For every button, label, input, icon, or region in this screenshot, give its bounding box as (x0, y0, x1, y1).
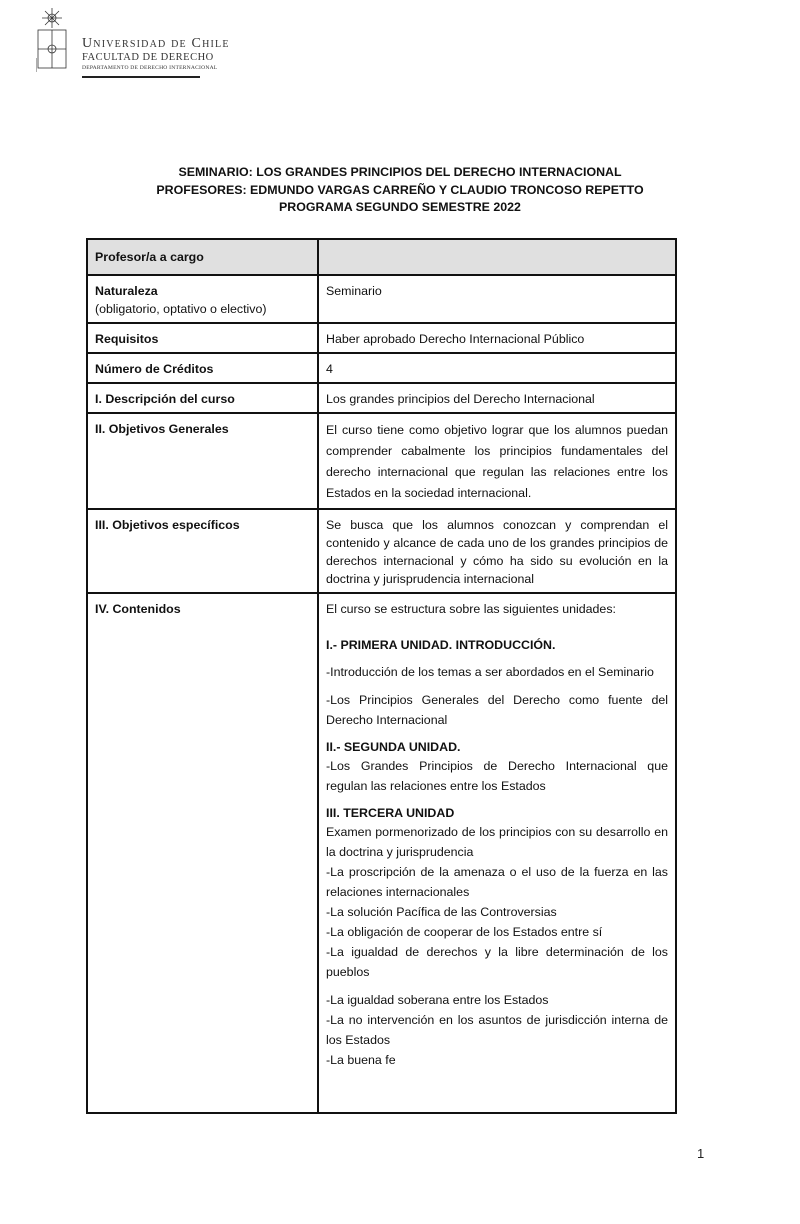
row-value: Haber aprobado Derecho Internacional Público (318, 323, 676, 353)
unit-1-title: I.- PRIMERA UNIDAD. INTRODUCCIÓN. (326, 638, 556, 652)
program-table (86, 238, 677, 1114)
row-label (87, 275, 318, 323)
label-subtext: (obligatorio, optativo o electivo) (95, 302, 267, 316)
row-label: IV. Contenidos (87, 593, 318, 1113)
contenidos-intro: El curso se estructura sobre las siguientes unidades: (326, 602, 616, 616)
row-value: El curso tiene como objetivo lograr que los alumnos puedan comprender cabalmente los principios fundamentales del derecho internacional que regulan las relaciones entre los Estados en la sociedad internacional. (318, 413, 676, 509)
institution-name: Universidad de Chile (82, 36, 230, 51)
university-crest-icon (36, 8, 76, 72)
row-label: I. Descripción del curso (87, 383, 318, 413)
faculty-name: FACULTAD DE DERECHO (82, 52, 214, 63)
table-row (87, 413, 676, 509)
unit-3-item: -La obligación de cooperar de los Estados entre sí (326, 925, 603, 939)
unit-1-item: -Introducción de los temas a ser abordados en el Seminario (326, 665, 654, 679)
contenidos-cell (318, 593, 676, 1113)
unit-3-item: -La no intervención en los asuntos de jurisdicción interna de los Estados (326, 1013, 668, 1047)
unit-2-item: -Los Grandes Principios de Derecho Internacional que regulan las relaciones entre los Estados (326, 759, 668, 793)
logo-underline (82, 76, 200, 78)
row-label: Profesor/a a cargo (87, 239, 318, 275)
university-logo (36, 8, 236, 74)
title-line-2: PROFESORES: EDMUNDO VARGAS CARREÑO Y CLAUDIO TRONCOSO REPETTO (156, 182, 644, 197)
row-label: III. Objetivos específicos (87, 509, 318, 593)
table-row (87, 239, 676, 275)
department-name: DEPARTAMENTO DE DERECHO INTERNACIONAL (82, 65, 218, 71)
page-number: 1 (697, 1146, 705, 1161)
table-row (87, 275, 676, 323)
unit-3-title: III. TERCERA UNIDAD (326, 806, 455, 820)
row-value: Se busca que los alumnos conozcan y comprendan el contenido y alcance de cada uno de los grandes principios de derechos internacional y cómo ha sido su evolución en la doctrina y jurisprudencia internacional (318, 509, 676, 593)
document-title (0, 164, 800, 217)
unit-3-item: -La buena fe (326, 1053, 396, 1067)
table-row (87, 593, 676, 1113)
row-label: Número de Créditos (87, 353, 318, 383)
unit-3-item: -La solución Pacífica de las Controversias (326, 905, 557, 919)
row-value: Seminario (318, 275, 676, 323)
unit-3-item: -La proscripción de la amenaza o el uso de la fuerza en las relaciones internacionales (326, 865, 668, 899)
table-row (87, 509, 676, 593)
table-row (87, 353, 676, 383)
title-line-1: SEMINARIO: LOS GRANDES PRINCIPIOS DEL DERECHO INTERNACIONAL (178, 165, 622, 179)
unit-3-item: -La igualdad soberana entre los Estados (326, 993, 549, 1007)
unit-1-item: -Los Principios Generales del Derecho como fuente del Derecho Internacional (326, 693, 668, 727)
row-value: 4 (318, 353, 676, 383)
unit-2-title: II.- SEGUNDA UNIDAD. (326, 740, 461, 754)
row-label: II. Objetivos Generales (87, 413, 318, 509)
unit-3-intro: Examen pormenorizado de los principios con su desarrollo en la doctrina y jurisprudencia (326, 825, 668, 859)
table-row (87, 323, 676, 353)
table-row (87, 383, 676, 413)
row-value (318, 239, 676, 275)
unit-3-item: -La igualdad de derechos y la libre determinación de los pueblos (326, 945, 668, 979)
row-label: Requisitos (87, 323, 318, 353)
label-text: Naturaleza (95, 284, 158, 298)
row-value: Los grandes principios del Derecho Internacional (318, 383, 676, 413)
title-line-3: PROGRAMA SEGUNDO SEMESTRE 2022 (279, 200, 521, 214)
